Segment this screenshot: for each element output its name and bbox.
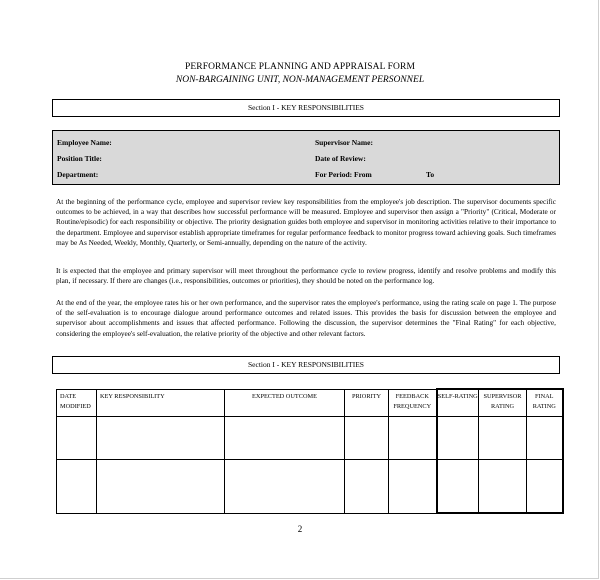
cell-feedback[interactable]: [389, 460, 437, 514]
section-header-bottom: Section I - KEY RESPONSIBILITIES: [52, 356, 560, 374]
table-row: [57, 417, 563, 460]
col-header-supervisor-rating: SUPERVISOR RATING: [479, 389, 527, 417]
employee-name-label: Employee Name:: [57, 138, 112, 147]
position-title-label: Position Title:: [57, 154, 102, 163]
cell-supervisor-rating[interactable]: [479, 460, 527, 514]
col-header-final-rating: FINAL RATING: [527, 389, 563, 417]
department-label: Department:: [57, 170, 99, 179]
paragraph-year-end: At the end of the year, the employee rates his or her own performance, and the supervisor rates the employee's performance, using the rating scale on page 1. The purpose of the self-evaluation is to encourage dialogue around performance outcomes and related issues. This provides the basis for discussion between the employee and supervisor about accomplishments and issues that affected performance. Following the discussion, the supervisor determines the "Final Rating" for each objective, considering the employee's self-evaluation, the relative priority of the objective and other relevant factors.: [56, 298, 556, 338]
cell-expected-outcome[interactable]: [225, 417, 345, 460]
form-subtitle: NON-BARGAINING UNIT, NON-MANAGEMENT PERSONNEL: [175, 75, 425, 85]
col-header-date-modified: DATE MODIFIED: [57, 389, 97, 417]
responsibilities-table-wrap: [56, 388, 562, 510]
paragraph-expectations: It is expected that the employee and primary supervisor will meet throughout the performance cycle to review progress, identify and resolve problems and modify this plan, if necessary. If there are changes (i.e., responsibilities, outcomes or priorities), they should be noted on the performance log.: [56, 266, 556, 286]
cell-key-responsibility[interactable]: [97, 417, 225, 460]
employee-info-box: [52, 130, 560, 185]
cell-supervisor-rating[interactable]: [479, 417, 527, 460]
cell-priority[interactable]: [345, 417, 389, 460]
responsibilities-table: [56, 388, 564, 514]
col-header-key-responsibility: KEY RESPONSIBILITY: [97, 389, 225, 417]
cell-self-rating[interactable]: [437, 417, 479, 460]
section-header-top: Section I - KEY RESPONSIBILITIES: [52, 99, 560, 117]
period-from-label: For Period: From: [315, 170, 372, 179]
period-to-label: To: [426, 170, 435, 179]
col-header-priority: PRIORITY: [345, 389, 389, 417]
col-header-expected-outcome: EXPECTED OUTCOME: [225, 389, 345, 417]
cell-date[interactable]: [57, 460, 97, 514]
date-of-review-label: Date of Review:: [315, 154, 366, 163]
cell-self-rating[interactable]: [437, 460, 479, 514]
cell-final-rating[interactable]: [527, 460, 563, 514]
page-number: 2: [297, 524, 303, 534]
supervisor-name-label: Supervisor Name:: [315, 138, 373, 147]
cell-priority[interactable]: [345, 460, 389, 514]
table-row: [57, 460, 563, 514]
cell-expected-outcome[interactable]: [225, 460, 345, 514]
cell-key-responsibility[interactable]: [97, 460, 225, 514]
cell-final-rating[interactable]: [527, 417, 563, 460]
col-header-self-rating: SELF-RATING: [437, 389, 479, 417]
paragraph-intro: At the beginning of the performance cycle, employee and supervisor review key responsibilities from the employee's job description. The supervisor documents specific outcomes to be achieved, in a way that describes how successful performance will be measured. Employee and supervisor then assign a "Priority" (Critical, Moderate or Routine/episodic) for each responsibility or objective. The priority designation guides both employee and supervisor in monitoring activities relative to their importance to the department. Employee and supervisor establish appropriate timeframes for regular performance feedback to monitor progress toward achieving goals. Such timeframes may be As Needed, Weekly, Monthly, Quarterly, or Semi-annually, depending on the nature of the activity.: [56, 197, 556, 247]
cell-date[interactable]: [57, 417, 97, 460]
cell-feedback[interactable]: [389, 417, 437, 460]
form-title: PERFORMANCE PLANNING AND APPRAISAL FORM: [184, 62, 415, 72]
col-header-feedback-frequency: FEEDBACK FREQUENCY: [389, 389, 437, 417]
